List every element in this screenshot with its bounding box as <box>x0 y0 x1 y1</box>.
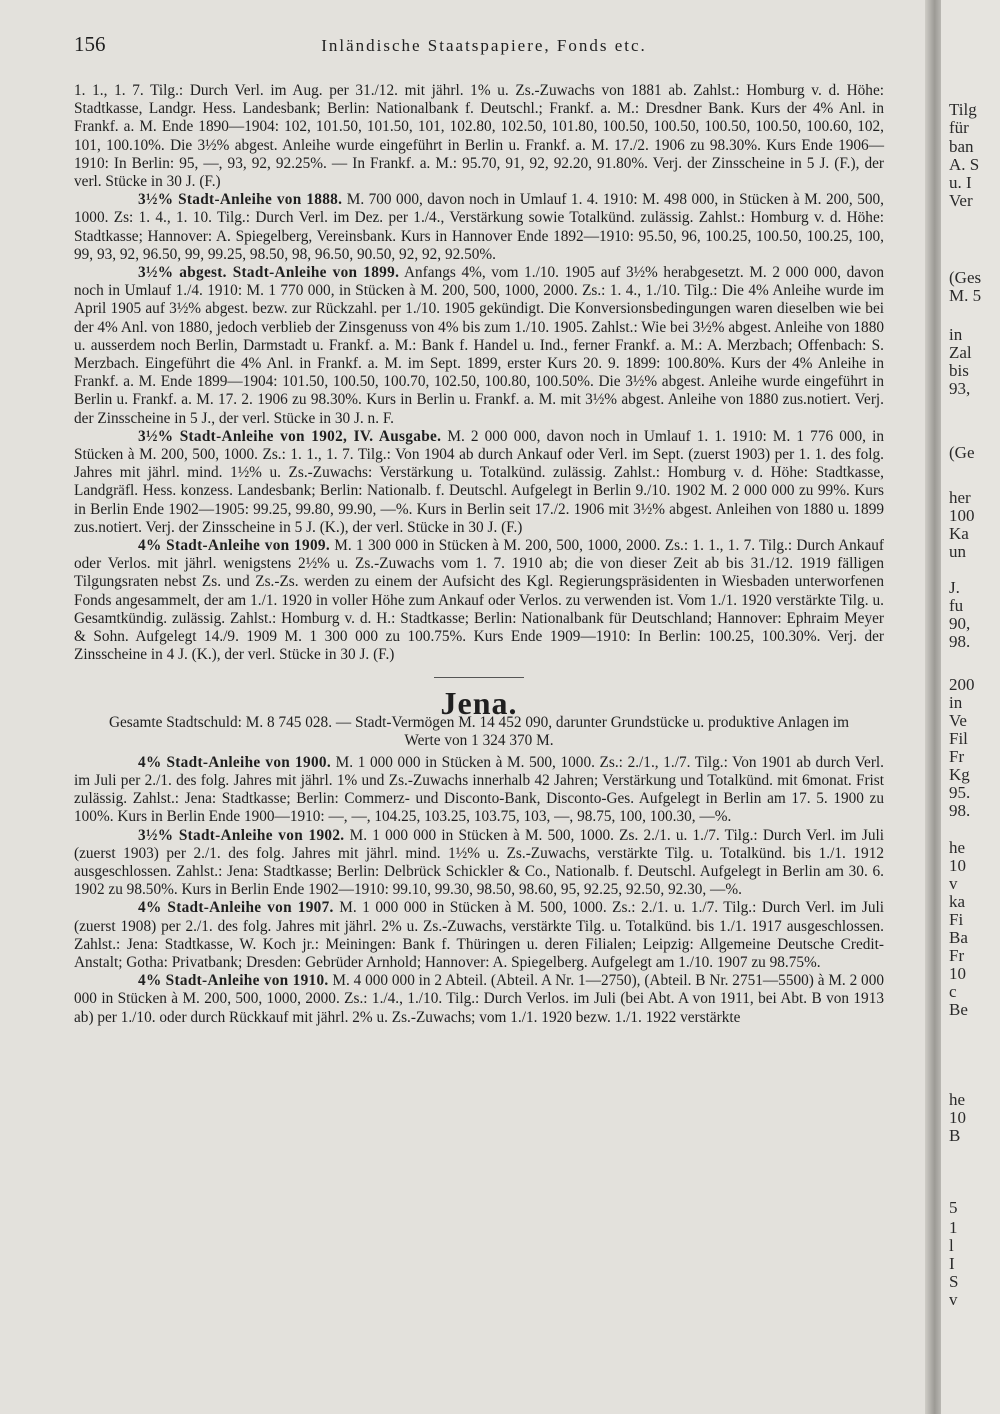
next-page-fragment: Fil <box>949 729 968 748</box>
next-page-fragment: Ve <box>949 711 967 730</box>
next-page-fragment: c <box>949 982 957 1001</box>
next-page-fragment: 98. <box>949 801 971 820</box>
next-page-fragment: 10 <box>949 856 966 875</box>
entry-heading: 4% Stadt-Anleihe von 1900. <box>138 753 331 771</box>
entry-heading: 3½% Stadt-Anleihe von 1888. <box>138 191 343 209</box>
entry-loan-1909 <box>74 537 884 664</box>
next-page-fragment: M. 5 <box>949 286 982 305</box>
next-page-fragment: bis <box>949 361 969 380</box>
next-page-fragment: 93, <box>949 379 971 398</box>
next-page-fragment: 100 <box>949 506 975 525</box>
entry-loan-1902 <box>74 428 884 537</box>
next-page-fragment: he <box>949 838 966 857</box>
next-page-fragment: 98. <box>949 632 971 651</box>
running-head: Inländische Staatspapiere, Fonds etc. <box>321 36 647 55</box>
entry-heading: 4% Stadt-Anleihe von 1907. <box>138 899 334 917</box>
entry-heading: 4% Stadt-Anleihe von 1910. <box>138 972 329 990</box>
entry-text: Anfangs 4%, vom 1./10. 1905 auf 3½% herabgesetzt. M. 2 000 000, davon noch in Umlauf 1./4. 1910: M. 1 770 000, in Stücken à M. 200, 500, 1000, 2000. Zs.: 1. 4., 1./10. Tilg.: Die 4% Anleihe wurde im April 1905 auf 3½% abgest. bezw. zur Rückzahl. per 1./10. 1905 gekündigt. Die Konversionsbedingungen waren dieselben wie bei der 4% Anl. von 1880, jedoch verblieb der Zinsgenuss von 4% bis zum 1./10. 1905. Zahlst.: Wie bei 3½% abgest. Anleihe von 1880 u. ausserdem noch Berlin, Darmstadt u. Frankf. a. M.: Bank f. Handel u. Ind., ferner Frankf. a. M.: A. Merzbach; Offenbach: S. Merzbach. Eingeführt die 4% Anl. in Frankf. a. M. im Sept. 1899, erster Kurs 20. 9. 1899: 100.80%. Kurs der 4% Anleihe in Frankf. a. M. Ende 1899—1904: 101.50, 100.50, 100.70, 102.50, 100.80, 100.50%. Die 3½% abgest. Anleihe wurde eingeführt in Berlin u. Frankf. a. M. 17. 2. 1906 zu 98.30%. Kurs in Berlin u. Frankf. a. M. mit 3½% abgest. Anleihe von 1880 zus.notiert. Verj. der Zinsscheine in 5 J., der verl. Stücke in 30 J. n. F. <box>74 264 884 427</box>
next-page-fragment: I <box>949 1254 955 1273</box>
next-page-fragment: 1 <box>949 1218 958 1237</box>
next-page-fragment: (Ges <box>949 268 982 287</box>
next-page-fragment: ban <box>949 137 974 156</box>
section-divider <box>434 677 524 678</box>
next-page-fragment: he <box>949 1090 966 1109</box>
entry-jena-1907 <box>74 899 884 972</box>
entry-homburg-continuation <box>74 82 884 191</box>
entry-text: M. 2 000 000, davon noch in Umlauf 1. 1. 1910: M. 1 776 000, in Stücken à M. 200, 500, 1000. Zs.: 1. 1., 1. 7. Tilg.: Von 1904 ab durch Ankauf oder Verl. im Sept. (zuerst 1903) per 1. 1. des folg. Jahres mit jährl. mind. 1½% u. Zs.-Zuwachs: Verstärkung u. Totalkünd. zulässig. Zahlst.: Homburg v. d. Höhe: Stadtkasse, Landgräfl. Hess. konzess. Landesbank; Berlin: Nationalb. f. Deutschl. Aufgelegt in Berlin 9./10. 1902 M. 2 000 000 zu 99%. Kurs in Berlin Ende 1902—1905: 99.25, 99.80, 99.90, —%. Kurs in Berlin seit 17./2. 1906 mit 3½% abgest. Anleihen von 1880 u. 1899 zus.notiert. Verj. der Zinsscheine in 5 J. (K.), der verl. Stücke in 30 J. (F.) <box>74 427 885 536</box>
next-page-fragment: für <box>949 118 969 137</box>
next-page-fragment: v <box>949 874 958 893</box>
entry-text: M. 1 300 000 in Stücken à M. 200, 500, 1000, 2000. Zs.: 1. 1., 1. 7. Tilg.: Durch Ankauf oder Verlos. mit jährl. wenigstens 2½% u. Zs.-Zuwachs vom 1. 7. 1910 ab; die von dieser Zeit ab bis 31./12. 1919 fälligen Tilgungsraten nebst Zs. und Zs.-Zs. werden zu einem der Aufsicht des Kgl. Regierungspräsidenten in Wiesbaden unterworfenen Fonds angesammelt, der am 1./1. 1920 in voller Höhe zum Ankauf oder Verlos. zu verwenden ist. Vom 1./1. 1920 verstärkte Tilg. u. Gesamtkündig. zulässig. Zahlst.: Homburg v. d. H.: Stadtkasse; Berlin: Nationalbank für Deutschland; Hannover: Ephraim Meyer & Sohn. Aufgelegt 14./9. 1909 M. 1 300 000 zu 100.75%. Kurs Ende 1909—1910: In Berlin: 100.25, 100.30%. Verj. der Zinsscheine in 4 J. (K.), der verl. Stücke in 30 J. (F.) <box>74 537 884 664</box>
entry-heading: 3½% Stadt-Anleihe von 1902, IV. Ausgabe. <box>138 427 442 445</box>
next-page-fragment: A. S <box>949 155 980 174</box>
next-page-fragment: her <box>949 488 971 507</box>
entry-heading: 3½% Stadt-Anleihe von 1902. <box>138 826 345 844</box>
next-page-fragment: un <box>949 542 966 561</box>
next-page-fragment: 10 <box>949 964 966 983</box>
page-number: 156 <box>74 32 106 56</box>
next-page-fragment: B <box>949 1126 961 1145</box>
next-page-fragment: 90, <box>949 614 971 633</box>
entry-text: M. 4 000 000 in 2 Abteil. (Abteil. A Nr. 1—2750), (Abteil. B Nr. 2751—5500) à M. 2 000 000 in Stücken à M. 200, 500, 1000, 2000. Zs.: 1./4., 1./10. Tilg.: Durch Verlos. im Juli (bei Abt. A von 1911, bei Abt. B von 1913 ab) per 1./10. oder durch Rückkauf mit jährl. 2% u. Zs.-Zuwachs; vom 1./1. 1920 bezw. 1./1. 1922 verstärkte <box>74 972 884 1026</box>
page-header <box>74 32 894 62</box>
next-page-fragment: Fr <box>949 747 965 766</box>
next-page-fragment: J. <box>949 578 960 597</box>
next-page-fragment: S <box>949 1272 959 1291</box>
entry-heading: 3½% abgest. Stadt-Anleihe von 1899. <box>138 264 400 282</box>
next-page-fragment: Zal <box>949 343 972 362</box>
entry-text: M. 700 000, davon noch in Umlauf 1. 4. 1910: M. 498 000, in Stücken à M. 200, 500, 1000. Zs: 1. 4., 1. 10. Tilg.: Durch Verl. im Dez. per 1./4., Verstärkung sowie Totalkünd. zulässig. Zahlst.: Homburg v. d. Höhe: Stadtkasse; Hannover: A. Spiegelberg, Vereinsbank. Kurs in Hannover Ende 1892—1910: 95.50, 96, 100.25, 100.50, 100.25, 100, 99, 93, 92, 96.50, 99, 99.25, 98.50, 98, 96.50, 90.50, 92, 92, 92.50%. <box>74 191 884 263</box>
next-page-fragment: fu <box>949 596 964 615</box>
entry-jena-1910 <box>74 972 884 1027</box>
entry-jena-1902 <box>74 827 884 900</box>
next-page-fragment: Be <box>949 1000 968 1019</box>
entry-loan-1899 <box>74 264 884 428</box>
next-page-fragment: v <box>949 1290 958 1309</box>
next-page-fragment: 200 <box>949 675 975 694</box>
next-page-fragment: 5 <box>949 1198 958 1217</box>
next-page-fragment: 10 <box>949 1108 966 1127</box>
next-page-fragment: ka <box>949 892 966 911</box>
book-gutter <box>925 0 941 1414</box>
next-page-fragment: Kg <box>949 765 970 784</box>
next-page-fragment: Ba <box>949 928 968 947</box>
next-page-fragment: u. I <box>949 173 972 192</box>
entry-heading: 4% Stadt-Anleihe von 1909. <box>138 537 330 555</box>
section-summary: Gesamte Stadtschuld: M. 8 745 028. — Stadt-Vermögen M. 14 452 090, darunter Grundstücke u. produktive Anlagen im Werte von 1 324 370 M. <box>108 713 850 749</box>
entry-loan-1888 <box>74 191 884 264</box>
next-page-fragment: Ka <box>949 524 969 543</box>
entry-text: M. 1 000 000 in Stücken à M. 500, 1000. Zs.: 2./1. u. 1./7. Tilg.: Durch Verl. im Juli (zuerst 1908) per 2./1. des folg. Jahres mit jährl. 2% u. Zs.-Zuwachs, verstärkte Tilg. u. Totalkünd. bis 1./1. 1917 ausgeschlossen. Zahlst.: Jena: Stadtkasse, W. Koch jr.: Meiningen: Bank f. Thüringen u. deren Filialen; Leipzig: Allgemeine Deutsche Credit-Anstalt; Gotha: Privatbank; Dresden: Gebrüder Arnhold; Hannover: A. Spiegelberg. Aufgelegt am 1./10. 1907 zu 98.75%. <box>74 899 884 971</box>
entry-text: M. 1 000 000 in Stücken à M. 500, 1000. Zs.: 2./1., 1./7. Tilg.: Von 1901 ab durch Verl. im Juli per 2./1. des folg. Jahres mit jährl. 1% und Zs.-Zuwachs innerhalb 42 Jahren; Verstärkung und Totalkünd. mit 6monat. Frist zulässig. Zahlst.: Jena: Stadtkasse; Berlin: Commerz- und Disconto-Bank, Disconto-Ges. Aufgelegt in Berlin am 17. 5. 1900 zu 100%. Kurs in Berlin Ende 1900—1910: —, —, 104.25, 103.25, 103.75, 103, —, 98.75, 100, 100.30, —%. <box>74 753 884 826</box>
entry-text: 1. 1., 1. 7. Tilg.: Durch Verl. im Aug. per 31./12. mit jährl. 1% u. Zs.-Zuwachs von 1881 ab. Zahlst.: Homburg v. d. Höhe: Stadtkasse, Landgr. Hess. Landesbank; Berlin: Nationalbank f. Deutschl.; Frankf. a. M.: Dresdner Bank. Kurs der 4% Anl. in Frankf. a. M. Ende 1890—1904: 102, 101.50, 101.50, 101, 102.80, 102.50, 101.80, 100.50, 100.50, 100.50, 100.50, 100.60, 102, 101, 100.10%. Die 3½% abgest. Anleihe wurde eingeführt in Berlin u. Frankf. a. M. 17./2. 1906 zu 98.30%. Kurs Ende 1906—1910: In Berlin: 95, —, 93, 92, 92.25%. — In Frankf. a. M.: 95.70, 91, 92, 92.20, 91.80%. Verj. der Zinsscheine in 5 J. (F.), der verl. Stücke in 30 J. (F.) <box>74 82 884 191</box>
next-page-fragment: l <box>949 1236 954 1255</box>
body-text <box>74 82 884 1027</box>
next-page-fragment: in <box>949 325 963 344</box>
next-page-edge <box>941 0 1000 1414</box>
entry-jena-1900 <box>74 754 884 827</box>
section-title: Jena. <box>440 684 518 721</box>
next-page-fragment: Tilg <box>949 100 977 119</box>
entry-text: M. 1 000 000 in Stücken à M. 500, 1000. Zs. 2./1. u. 1./7. Tilg.: Durch Verl. im Juli (zuerst 1903) per 2./1. des folg. Jahres mit jährl. mind. 1½% u. Zs.-Zuwachs, verstärkte Tilg. u. Totalkünd. bis 1./1. 1912 ausgeschlossen. Zahlst.: Jena: Stadtkasse; Berlin: Delbrück Schickler & Co., Nationalb. f. Deutschl. Aufgelegt in Berlin am 30. 6. 1902 zu 98.50%. Kurs in Berlin Ende 1902—1910: 99.10, 99.30, 98.50, 98.60, 95, 92.25, 92.50, 92.30, —%. <box>74 826 884 899</box>
next-page-fragment: in <box>949 693 963 712</box>
next-page-fragment: (Ge <box>949 443 975 462</box>
next-page-fragment: 95. <box>949 783 971 802</box>
next-page-fragment: Fi <box>949 910 964 929</box>
next-page-fragment: Fr <box>949 946 965 965</box>
next-page-fragment: Ver <box>949 191 973 210</box>
